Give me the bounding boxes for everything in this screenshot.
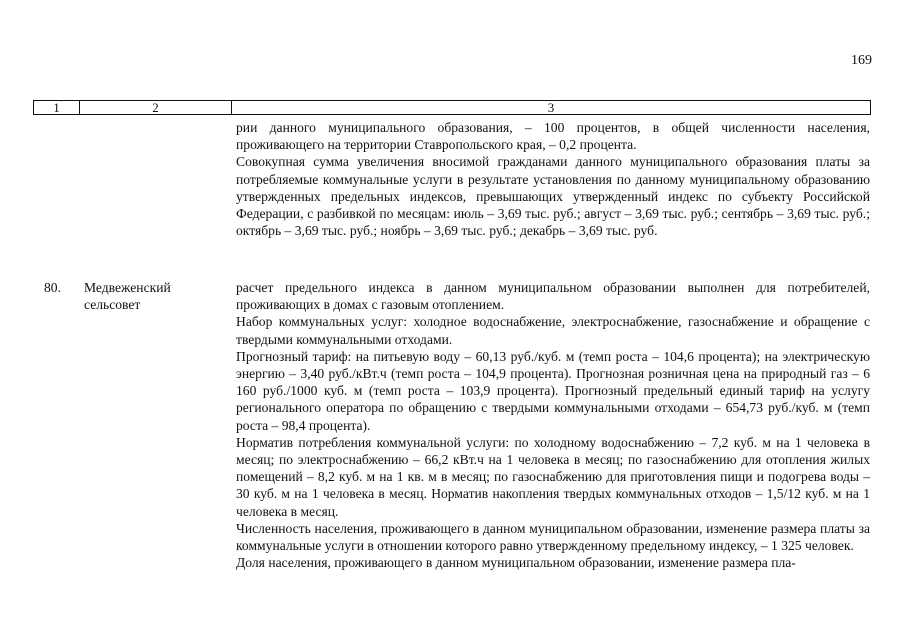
description-paragraph: расчет предельного индекса в данном муниципальном образовании выполнен для потребителей, проживающих в домах с газовым отоплением. [236,280,870,313]
continuation-paragraph: рии данного муниципального образования, – 100 процентов, в общей численности населения, проживающего на территории Ставропольского края, – 0,2 процента. [236,120,870,153]
table-header-col2: 2 [80,101,232,114]
row-number: 80. [44,280,61,295]
table-header-row [33,100,871,115]
continuation-paragraph: Совокупная сумма увеличения вносимой гражданами данного муниципального образования платы за потребляемые коммунальные услуги в результате установления по данному муниципальному образованию утвержденных предельных индексов, превышающих утвержденный индекс по субъекту Российской Федерации, с разбивкой по месяцам: июль – 3,69 тыс. руб.; август – 3,69 тыс. руб.; сентябрь – 3,69 тыс. руб.; октябрь – 3,69 тыс. руб.; ноябрь – 3,69 тыс. руб.; декабрь – 3,69 тыс. руб. [236,154,870,239]
page-number: 169 [851,53,872,68]
row-description [236,279,870,571]
municipality-name: Медвеженский сельсовет [84,280,171,313]
description-paragraph: Численность населения, проживающего в данном муниципальном образовании, изменение размера платы за коммунальные услуги в отношении которого равно утвержденному предельному индексу, – 1 325 человек. [236,520,870,554]
table-header-col1: 1 [34,101,80,114]
description-paragraph: Прогнозный тариф: на питьевую воду – 60,13 руб./куб. м (темп роста – 104,6 процента); на электрическую энергию – 3,40 руб./кВт.ч (темп роста – 104,9 процента). Прогнозная розничная цена на природный газ – 6 160 руб./1000 куб. м (темп роста – 103,9 процента). Прогнозный предельный единый тариф на услугу регионального оператора по обращению с твердыми коммунальными отходами – 654,73 руб./куб. м (темп роста – 98,4 процента). [236,348,870,433]
description-paragraph: Набор коммунальных услуг: холодное водоснабжение, электроснабжение, газоснабжение и обращение с твердыми коммунальными отходами. [236,314,870,347]
table-header-col3: 3 [547,100,555,115]
description-paragraph: Доля населения, проживающего в данном муниципальном образовании, изменение размера пла- [236,555,796,571]
continuation-text [236,119,870,239]
description-paragraph: Норматив потребления коммунальной услуги: по холодному водоснабжению – 7,2 куб. м на 1 человека в месяц; по электроснабжению – 66,2 кВт.ч на 1 человека в месяц; по газоснабжению для отопления жилых помещений – 8,2 куб. м на 1 кв. м в месяц; по газоснабжению для приготовления пищи и подогрева воды – 30 куб. м на 1 человека в месяц. Норматив накопления твердых коммунальных отходов – 1,5/12 куб. м на 1 человека в месяц. [236,434,870,519]
